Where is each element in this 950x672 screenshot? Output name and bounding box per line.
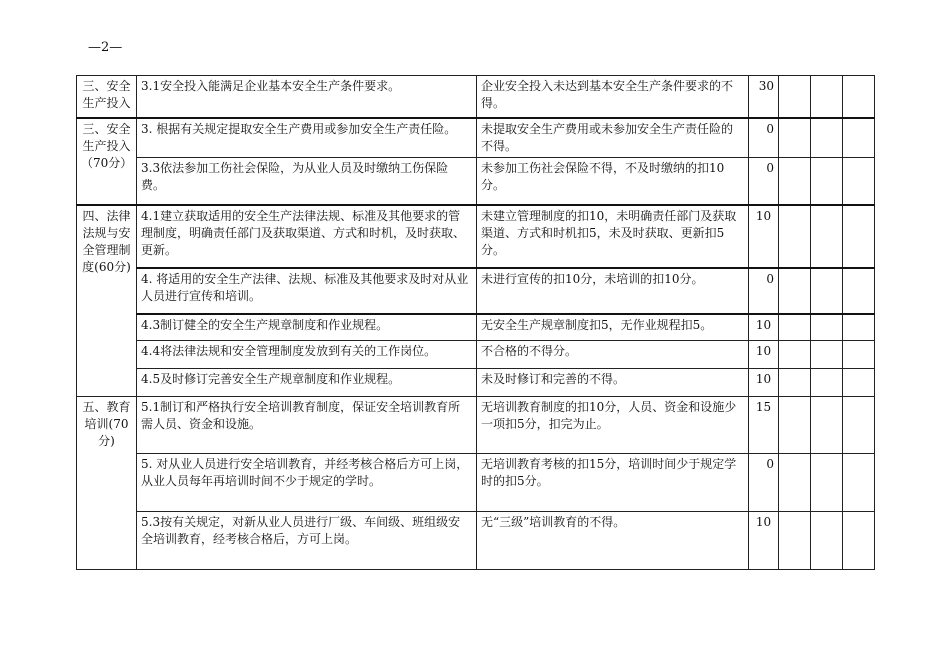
table-row [77,397,875,454]
category-cell: 三、安全生产投入 [77,76,137,118]
table-row [77,454,875,512]
rule-cell: 无培训教育制度的扣10分，人员、资金和设施少一项扣5分，扣完为止。 [477,397,749,454]
blank-cell [843,341,875,369]
item-cell: 5.1制订和严格执行安全培训教育制度，保证安全培训教育所需人员、资金和设施。 [137,397,477,454]
table-row [77,118,875,158]
item-cell: 4.3制订健全的安全生产规章制度和作业规程。 [137,314,477,341]
item-cell: 4.1建立获取适用的安全生产法律法规、标准及其他要求的管理制度，明确责任部门及获取渠道、方式和时机，及时获取、更新。 [137,205,477,268]
blank-cell [779,397,811,454]
blank-cell [811,268,843,314]
score-cell: 10 [749,512,779,570]
rule-cell: 未提取安全生产费用或未参加安全生产责任险的不得。 [477,118,749,158]
item-cell: 4.4将法律法规和安全管理制度发放到有关的工作岗位。 [137,341,477,369]
blank-cell [811,158,843,205]
blank-cell [779,512,811,570]
score-cell: 30 [749,76,779,118]
blank-cell [811,118,843,158]
score-cell: 15 [749,397,779,454]
blank-cell [843,512,875,570]
category-cell: 三、安全生产投入（70分） [77,118,137,205]
rule-cell: 未参加工伤社会保险不得，不及时缴纳的扣10分。 [477,158,749,205]
item-cell: 4.5及时修订完善安全生产规章制度和作业规程。 [137,369,477,397]
blank-cell [843,369,875,397]
blank-cell [843,76,875,118]
table-row [77,314,875,341]
blank-cell [811,314,843,341]
blank-cell [779,369,811,397]
score-cell: 10 [749,341,779,369]
rule-cell: 无培训教育考核的扣15分，培训时间少于规定学时的扣5分。 [477,454,749,512]
item-cell: 5.3按有关规定，对新从业人员进行厂级、车间级、班组级安全培训教育，经考核合格后，方可上岗。 [137,512,477,570]
table-row [77,512,875,570]
table-row [77,369,875,397]
blank-cell [779,158,811,205]
item-cell: 3.1安全投入能满足企业基本安全生产条件要求。 [137,76,477,118]
score-cell: 10 [749,205,779,268]
table-row [77,205,875,268]
blank-cell [779,268,811,314]
score-cell: 0 [749,118,779,158]
table-row [77,268,875,314]
blank-cell [779,118,811,158]
category-cell: 五、教育培训(70分) [77,397,137,570]
rule-cell: 未进行宣传的扣10分，未培训的扣10分。 [477,268,749,314]
rule-cell: 无“三级”培训教育的不得。 [477,512,749,570]
score-cell: 10 [749,314,779,341]
blank-cell [779,454,811,512]
item-cell: 4. 将适用的安全生产法律、法规、标准及其他要求及时对从业人员进行宣传和培训。 [137,268,477,314]
blank-cell [843,397,875,454]
blank-cell [843,454,875,512]
item-cell: 3. 根据有关规定提取安全生产费用或参加安全生产责任险。 [137,118,477,158]
blank-cell [843,158,875,205]
page-number: —2— [88,40,123,55]
rule-cell: 不合格的不得分。 [477,341,749,369]
blank-cell [811,397,843,454]
item-cell: 3.3依法参加工伤社会保险，为从业人员及时缴纳工伤保险费。 [137,158,477,205]
blank-cell [811,76,843,118]
score-cell: 10 [749,369,779,397]
score-cell: 0 [749,158,779,205]
blank-cell [779,341,811,369]
table-row [77,158,875,205]
blank-cell [779,76,811,118]
score-cell: 0 [749,454,779,512]
rule-cell: 无安全生产规章制度扣5，无作业规程扣5。 [477,314,749,341]
blank-cell [843,314,875,341]
item-cell: 5. 对从业人员进行安全培训教育，并经考核合格后方可上岗，从业人员每年再培训时间不少于规定的学时。 [137,454,477,512]
blank-cell [843,118,875,158]
blank-cell [779,314,811,341]
blank-cell [811,454,843,512]
rule-cell: 未建立管理制度的扣10，未明确责任部门及获取渠道、方式和时机扣5，未及时获取、更新扣5分。 [477,205,749,268]
category-cell: 四、法律法规与安全管理制度(60分) [77,205,137,397]
blank-cell [779,205,811,268]
blank-cell [811,341,843,369]
table-row [77,341,875,369]
table-row [77,76,875,118]
rule-cell: 未及时修订和完善的不得。 [477,369,749,397]
blank-cell [811,512,843,570]
blank-cell [811,205,843,268]
blank-cell [811,369,843,397]
scoring-table [76,75,875,570]
blank-cell [843,268,875,314]
blank-cell [843,205,875,268]
rule-cell: 企业安全投入未达到基本安全生产条件要求的不得。 [477,76,749,118]
score-cell: 0 [749,268,779,314]
